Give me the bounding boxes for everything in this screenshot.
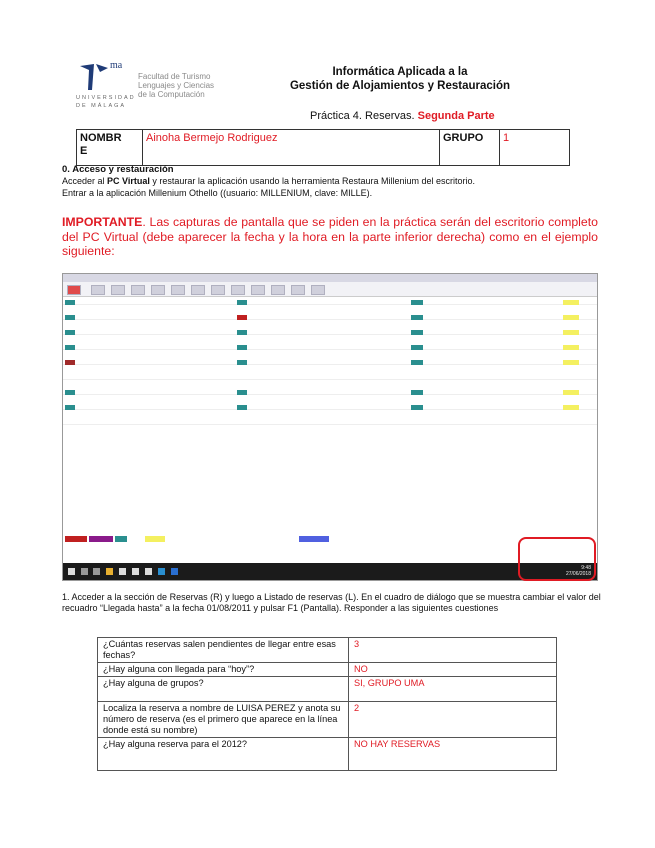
question-cell: ¿Hay alguna con llegada para “hoy”? [98, 663, 349, 677]
practice-part: Segunda Parte [417, 110, 495, 122]
taskbar-clock: 9:48 27/06/2018 [565, 565, 591, 577]
section-0-line-1: Acceder al PC Virtual y restaurar la aplicación usando la herramienta Restaura Millenium del escritorio. [62, 176, 476, 186]
student-table [76, 129, 570, 166]
table-row [98, 677, 557, 702]
table-row [98, 738, 557, 771]
question-cell: ¿Hay alguna de grupos? [98, 677, 349, 702]
name-value: Ainoha Bermejo Rodriguez [143, 130, 440, 165]
practice-subtitle [310, 110, 495, 122]
answer-cell: 2 [349, 702, 557, 738]
table-row [98, 638, 557, 663]
question-cell: ¿Hay alguna reserva para el 2012? [98, 738, 349, 771]
name-label: NOMBR E [77, 130, 143, 165]
group-value: 1 [503, 132, 510, 144]
section-0-heading: 0. Acceso y restauración [62, 164, 174, 175]
app-toolbar [63, 282, 597, 297]
answer-cell: NO [349, 663, 557, 677]
section-0-line-2: Entrar a la aplicación Millenium Othello ((usuario: MILLENIUM, clave: MILLE). [62, 188, 373, 198]
university-name: UNIVERSIDAD DE MÁLAGA [76, 95, 136, 109]
answer-cell: 3 [349, 638, 557, 663]
table-row [98, 663, 557, 677]
answer-cell: NO HAY RESERVAS [349, 738, 557, 771]
clock-highlight-circle [518, 537, 596, 581]
document-title: Informática Aplicada a la Gestión de Alojamientos y Restauración [289, 66, 511, 92]
logo-text: ma [110, 60, 123, 71]
windows-taskbar [63, 563, 597, 580]
app-titlebar [63, 274, 597, 282]
section-1-text: 1. Acceder a la sección de Reservas (R) y luego a Listado de reservas (L). En el cuadro de diálogo que se muestra cambiar el valor del recuadro “Llegada hasta” a la fecha 01/08/2011 y pulsar F1 (Pantalla). Responder a las siguientes cuestiones [62, 592, 601, 613]
university-logo [78, 60, 238, 120]
practice-label: Práctica 4. Reservas. [310, 110, 415, 122]
group-label: GRUPO [440, 130, 500, 165]
faculty-name: Facultad de Turismo Lenguajes y Ciencias de la Computación [138, 72, 215, 99]
answer-cell: SI, GRUPO UMA [349, 677, 557, 702]
example-desktop-screenshot [62, 273, 598, 581]
uma-logo-icon [78, 62, 112, 92]
question-cell: ¿Cuántas reservas salen pendientes de llegar entre esas fechas? [98, 638, 349, 663]
table-row [98, 702, 557, 738]
question-cell: Localiza la reserva a nombre de LUISA PEREZ y anota su número de reserva (es el primero que aparece en la línea donde está su nombre) [98, 702, 349, 738]
questions-table [97, 637, 557, 771]
important-note: IMPORTANTE. Las capturas de pantalla que se piden en la práctica serán del escritorio completo del PC Virtual (debe aparecer la fecha y la hora en la parte inferior derecha) como en el ejemplo siguiente: [62, 215, 598, 258]
